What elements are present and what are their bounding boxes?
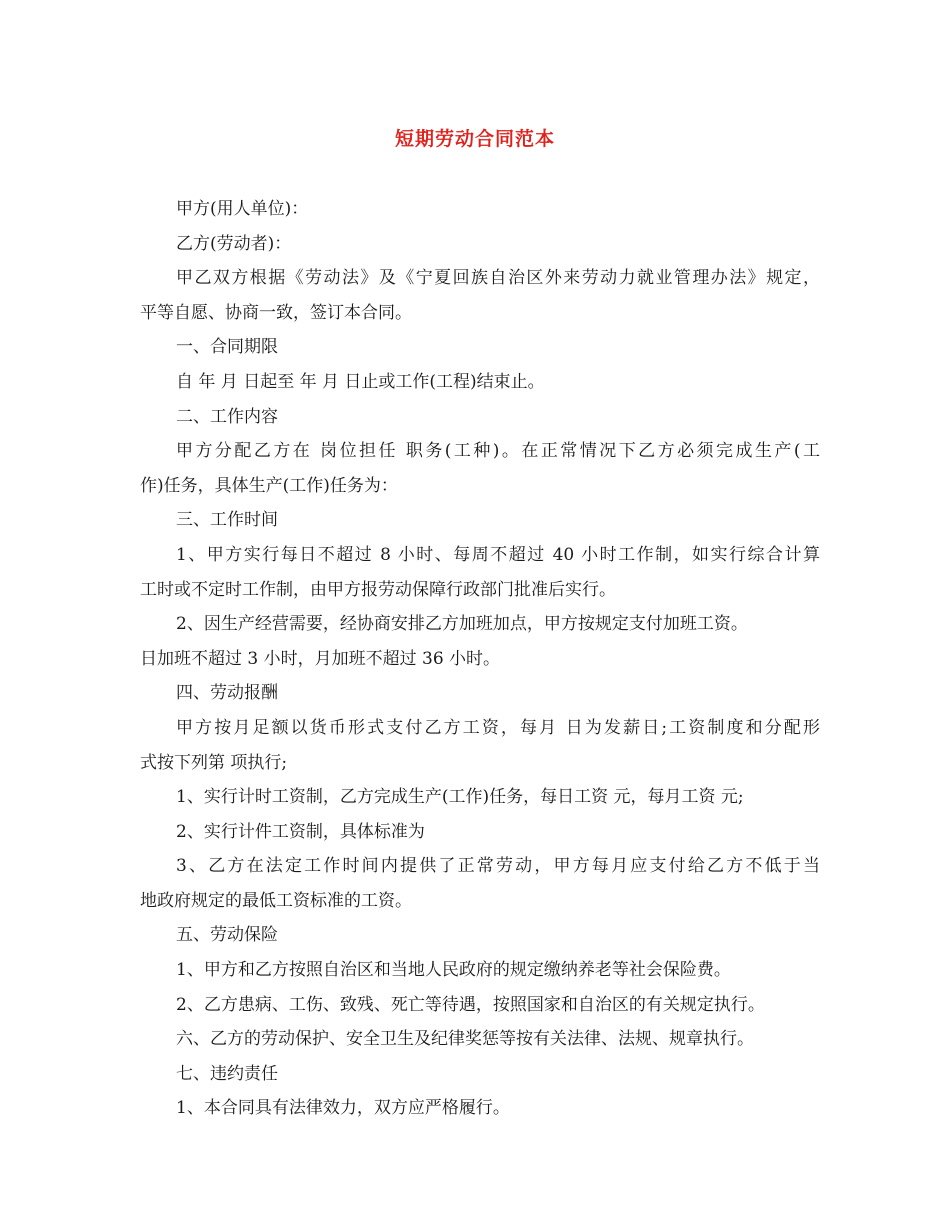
paragraph-line: 甲方按月足额以货币形式支付乙方工资，每月 日为发薪日;工资制度和分配形 [176, 717, 820, 738]
section-heading: 四、劳动报酬 [176, 683, 278, 704]
section-heading: 六、乙方的劳动保护、安全卫生及纪律奖惩等按有关法律、法规、规章执行。 [176, 1029, 754, 1050]
paragraph-line: 甲乙双方根据《劳动法》及《宁夏回族自治区外来劳动力就业管理办法》规定， [176, 268, 820, 289]
section-heading: 七、违约责任 [176, 1063, 278, 1084]
paragraph-line: 工时或不定时工作制，由甲方报劳动保障行政部门批准后实行。 [140, 579, 616, 600]
document-title: 短期劳动合同范本 [394, 128, 555, 150]
paragraph-line: 日加班不超过 3 小时，月加班不超过 36 小时。 [140, 648, 501, 669]
paragraph-line: 2、乙方患病、工伤、致残、死亡等待遇，按照国家和自治区的有关规定执行。 [176, 994, 765, 1015]
paragraph-line: 3、乙方在法定工作时间内提供了正常劳动，甲方每月应支付给乙方不低于当 [176, 856, 820, 877]
section-heading: 五、劳动保险 [176, 925, 278, 946]
paragraph-line: 1、本合同具有法律效力，双方应严格履行。 [176, 1098, 510, 1119]
paragraph-line: 2、实行计件工资制，具体标准为 [176, 821, 425, 842]
paragraph-line: 地政府规定的最低工资标准的工资。 [140, 890, 412, 911]
party-b-line: 乙方(劳动者)： [176, 233, 292, 254]
section-heading: 二、工作内容 [176, 406, 278, 427]
section-heading: 一、合同期限 [176, 337, 278, 358]
paragraph-line: 2、因生产经营需要，经协商安排乙方加班加点，甲方按规定支付加班工资。 [176, 614, 748, 635]
section-heading: 三、工作时间 [176, 510, 278, 531]
party-a-line: 甲方(用人单位)： [176, 199, 309, 219]
paragraph-line: 1、甲方和乙方按照自治区和当地人民政府的规定缴纳养老等社会保险费。 [176, 960, 731, 981]
paragraph-line: 平等自愿、协商一致，签订本合同。 [140, 302, 412, 323]
paragraph-line: 1、实行计时工资制，乙方完成生产(工作)任务，每日工资 元，每月工资 元; [176, 787, 744, 808]
document-body [140, 192, 820, 1126]
paragraph-line: 式按下列第 项执行; [140, 752, 288, 773]
paragraph-line: 1、甲方实行每日不超过 8 小时、每周不超过 40 小时工作制，如实行综合计算 [176, 544, 820, 565]
paragraph-line: 甲方分配乙方在 岗位担任 职务(工种)。在正常情况下乙方必须完成生产(工 [176, 441, 820, 462]
paragraph-line: 自 年 月 日起至 年 月 日止或工作(工程)结束止。 [176, 371, 545, 392]
paragraph-line: 作)任务，具体生产(工作)任务为： [140, 475, 398, 496]
